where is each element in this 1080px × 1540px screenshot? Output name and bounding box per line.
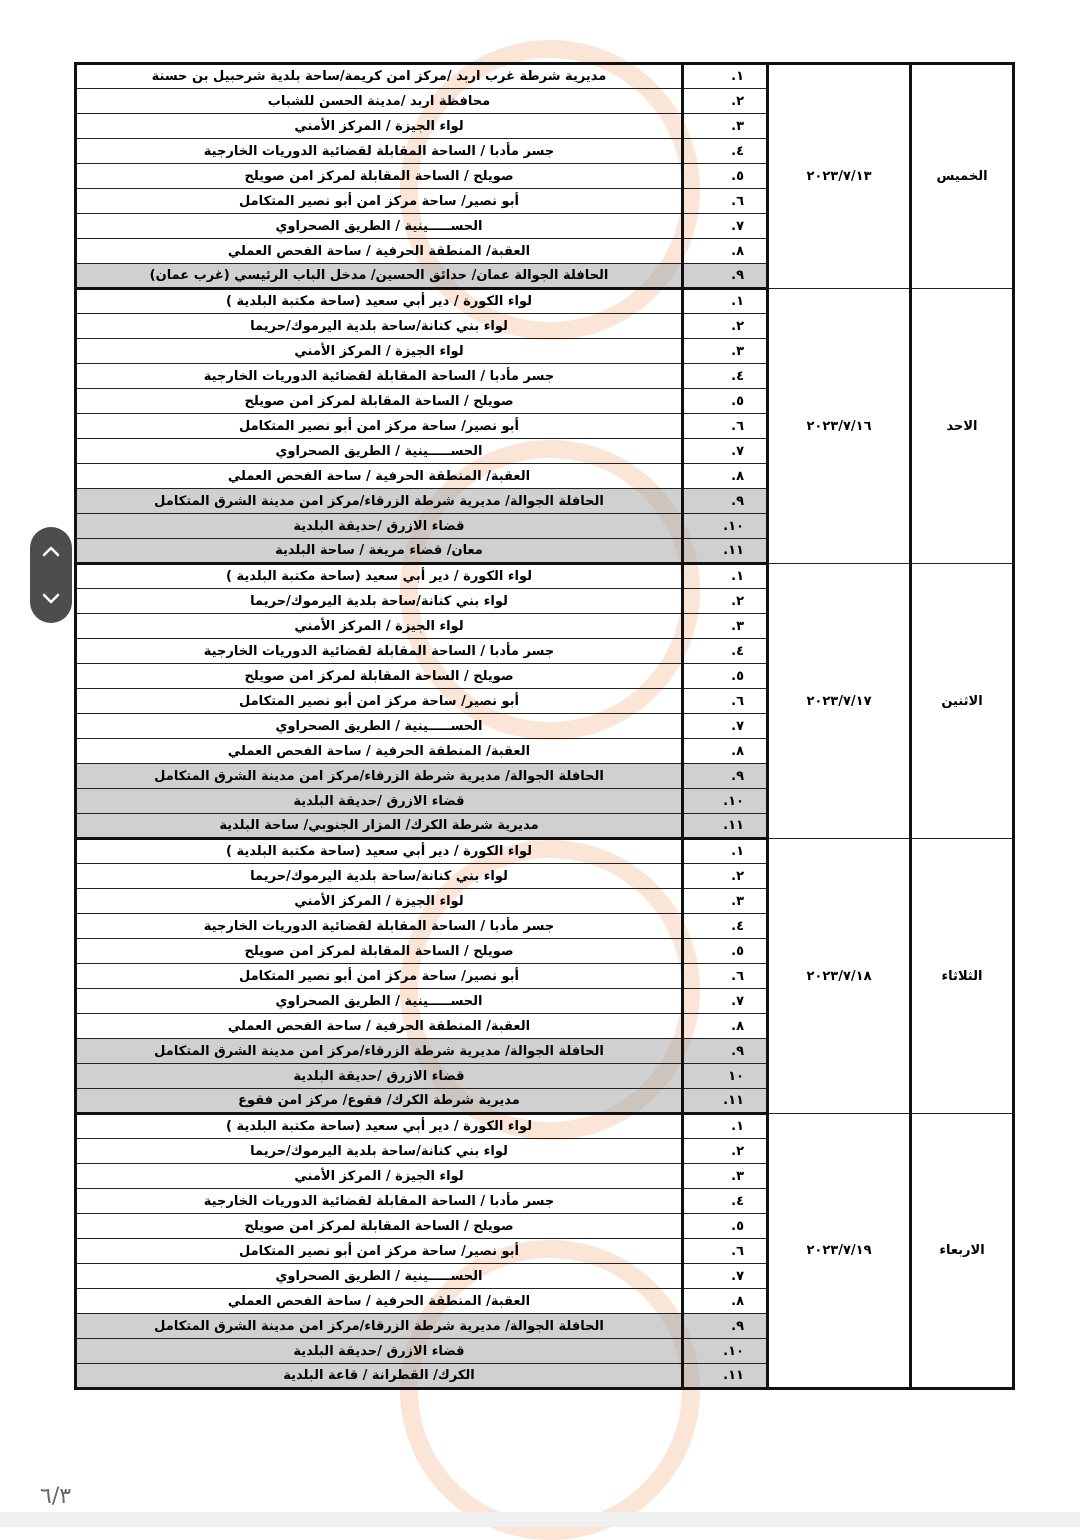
location-text: جسر مأدبا / الساحة المقابلة لقضائية الدوريات الخارجية <box>76 639 683 664</box>
row-number: ١١. <box>683 539 768 564</box>
row-number: ٣. <box>683 1164 768 1189</box>
location-text: العقبة/ المنطقة الحرفية / ساحة الفحص العملي <box>76 464 683 489</box>
row-number: ٧. <box>683 714 768 739</box>
location-text: الحســـــينية / الطريق الصحراوي <box>76 214 683 239</box>
location-text: لواء بني كنانة/ساحة بلدية اليرموك/حريما <box>76 589 683 614</box>
schedule-row <box>76 1114 1014 1139</box>
row-number: ٣. <box>683 114 768 139</box>
row-number: ٨. <box>683 239 768 264</box>
location-text: صويلح / الساحة المقابلة لمركز امن صويلح <box>76 664 683 689</box>
row-number: ٢. <box>683 589 768 614</box>
day-date: ٢٠٢٣/٧/١٣ <box>768 64 911 289</box>
row-number: ٤. <box>683 1189 768 1214</box>
schedule-row <box>76 839 1014 864</box>
location-text: العقبة/ المنطقة الحرفية / ساحة الفحص العملي <box>76 1014 683 1039</box>
location-text: صويلح / الساحة المقابلة لمركز امن صويلح <box>76 164 683 189</box>
location-text: جسر مأدبا / الساحة المقابلة لقضائية الدوريات الخارجية <box>76 139 683 164</box>
row-number: ٧. <box>683 989 768 1014</box>
location-text: أبو نصير/ ساحة مركز امن أبو نصير المتكامل <box>76 964 683 989</box>
location-text: الحافلة الجوالة عمان/ حدائق الحسين/ مدخل الباب الرئيسي (غرب عمان) <box>76 264 683 289</box>
schedule-row <box>76 564 1014 589</box>
row-number: ٦. <box>683 964 768 989</box>
location-text: الحســـــينية / الطريق الصحراوي <box>76 439 683 464</box>
scroll-down-button[interactable] <box>36 581 66 617</box>
location-text: لواء الجيزة / المركز الأمني <box>76 1164 683 1189</box>
row-number: ٣. <box>683 339 768 364</box>
day-name: الاحد <box>911 289 1014 564</box>
location-text: لواء الجيزة / المركز الأمني <box>76 339 683 364</box>
row-number: ٤. <box>683 139 768 164</box>
chevron-down-icon <box>42 593 60 605</box>
row-number: ١. <box>683 64 768 89</box>
row-number: ٩. <box>683 264 768 289</box>
row-number: ١٠. <box>683 514 768 539</box>
row-number: ٢. <box>683 89 768 114</box>
schedule-row <box>76 289 1014 314</box>
location-text: أبو نصير/ ساحة مركز امن أبو نصير المتكامل <box>76 1239 683 1264</box>
location-text: الحســـــينية / الطريق الصحراوي <box>76 1264 683 1289</box>
row-number: ٣. <box>683 614 768 639</box>
location-text: مديرية شرطة الكرك/ فقوع/ مركز امن فقوع <box>76 1089 683 1114</box>
row-number: ٨. <box>683 1289 768 1314</box>
row-number: ٦. <box>683 1239 768 1264</box>
location-text: الكرك/ القطرانة / قاعة البلدية <box>76 1364 683 1389</box>
location-text: محافظة اربد /مدينة الحسن للشباب <box>76 89 683 114</box>
row-number: ١. <box>683 1114 768 1139</box>
day-name: الاربعاء <box>911 1114 1014 1389</box>
row-number: ١٠. <box>683 789 768 814</box>
schedule-row <box>76 64 1014 89</box>
location-text: مديرية شرطة غرب اربد /مركز امن كريمة/ساحة بلدية شرحبيل بن حسنة <box>76 64 683 89</box>
location-text: العقبة/ المنطقة الحرفية / ساحة الفحص العملي <box>76 1289 683 1314</box>
row-number: ٦. <box>683 689 768 714</box>
row-number: ١١. <box>683 1089 768 1114</box>
location-text: العقبة/ المنطقة الحرفية / ساحة الفحص العملي <box>76 739 683 764</box>
location-text: الحســـــينية / الطريق الصحراوي <box>76 714 683 739</box>
row-number: ٨. <box>683 1014 768 1039</box>
row-number: ٣. <box>683 889 768 914</box>
location-text: لواء الجيزة / المركز الأمني <box>76 614 683 639</box>
row-number: ٤. <box>683 364 768 389</box>
location-text: قضاء الازرق /حديقة البلدية <box>76 789 683 814</box>
row-number: ٧. <box>683 214 768 239</box>
row-number: ٥. <box>683 1214 768 1239</box>
row-number: ١. <box>683 839 768 864</box>
location-text: لواء الكورة / دير أبي سعيد (ساحة مكتبة البلدية ) <box>76 564 683 589</box>
row-number: ٥. <box>683 939 768 964</box>
scroll-control <box>30 527 72 623</box>
location-text: قضاء الازرق /حديقة البلدية <box>76 1064 683 1089</box>
row-number: ٢. <box>683 314 768 339</box>
location-text: لواء الجيزة / المركز الأمني <box>76 114 683 139</box>
location-text: جسر مأدبا / الساحة المقابلة لقضائية الدوريات الخارجية <box>76 364 683 389</box>
location-text: لواء الكورة / دير أبي سعيد (ساحة مكتبة البلدية ) <box>76 839 683 864</box>
row-number: ٩. <box>683 1314 768 1339</box>
bottom-strip <box>0 1512 1080 1527</box>
location-text: مديرية شرطة الكرك/ المزار الجنوبي/ ساحة البلدية <box>76 814 683 839</box>
location-text: صويلح / الساحة المقابلة لمركز امن صويلح <box>76 939 683 964</box>
row-number: ٦. <box>683 414 768 439</box>
row-number: ٩. <box>683 489 768 514</box>
row-number: ٥. <box>683 164 768 189</box>
row-number: ٢. <box>683 864 768 889</box>
location-text: لواء الجيزة / المركز الأمني <box>76 889 683 914</box>
location-text: قضاء الازرق /حديقة البلدية <box>76 1339 683 1364</box>
location-text: لواء الكورة / دير أبي سعيد (ساحة مكتبة البلدية ) <box>76 289 683 314</box>
day-date: ٢٠٢٣/٧/١٨ <box>768 839 911 1114</box>
location-text: الحافلة الجوالة/ مديرية شرطة الزرقاء/مركز امن مدينة الشرق المتكامل <box>76 1314 683 1339</box>
row-number: ٨. <box>683 739 768 764</box>
location-text: جسر مأدبا / الساحة المقابلة لقضائية الدوريات الخارجية <box>76 1189 683 1214</box>
row-number: ١. <box>683 564 768 589</box>
location-text: صويلح / الساحة المقابلة لمركز امن صويلح <box>76 1214 683 1239</box>
location-text: لواء بني كنانة/ساحة بلدية اليرموك/حريما <box>76 1139 683 1164</box>
chevron-up-icon <box>42 545 60 557</box>
location-text: الحســـــينية / الطريق الصحراوي <box>76 989 683 1014</box>
schedule-table <box>74 62 1015 1390</box>
row-number: ٩. <box>683 1039 768 1064</box>
location-text: الحافلة الجوالة/ مديرية شرطة الزرقاء/مركز امن مدينة الشرق المتكامل <box>76 489 683 514</box>
day-date: ٢٠٢٣/٧/١٧ <box>768 564 911 839</box>
row-number: ٨. <box>683 464 768 489</box>
row-number: ١١. <box>683 814 768 839</box>
day-date: ٢٠٢٣/٧/١٩ <box>768 1114 911 1389</box>
row-number: ١١. <box>683 1364 768 1389</box>
location-text: قضاء الازرق /حديقة البلدية <box>76 514 683 539</box>
location-text: صويلح / الساحة المقابلة لمركز امن صويلح <box>76 389 683 414</box>
row-number: ٦. <box>683 189 768 214</box>
location-text: جسر مأدبا / الساحة المقابلة لقضائية الدوريات الخارجية <box>76 914 683 939</box>
scroll-up-button[interactable] <box>36 533 66 569</box>
day-name: الخميس <box>911 64 1014 289</box>
location-text: لواء بني كنانة/ساحة بلدية اليرموك/حريما <box>76 314 683 339</box>
row-number: ٧. <box>683 439 768 464</box>
row-number: ٤. <box>683 639 768 664</box>
location-text: لواء الكورة / دير أبي سعيد (ساحة مكتبة البلدية ) <box>76 1114 683 1139</box>
day-name: الثلاثاء <box>911 839 1014 1114</box>
row-number: ٧. <box>683 1264 768 1289</box>
location-text: معان/ قضاء مريغة / ساحة البلدية <box>76 539 683 564</box>
location-text: أبو نصير/ ساحة مركز امن أبو نصير المتكامل <box>76 689 683 714</box>
schedule-document <box>74 62 1015 1390</box>
location-text: الحافلة الجوالة/ مديرية شرطة الزرقاء/مركز امن مدينة الشرق المتكامل <box>76 1039 683 1064</box>
location-text: أبو نصير/ ساحة مركز امن أبو نصير المتكامل <box>76 189 683 214</box>
row-number: ١٠ <box>683 1064 768 1089</box>
row-number: ١. <box>683 289 768 314</box>
day-name: الاثنين <box>911 564 1014 839</box>
location-text: العقبة/ المنطقة الحرفية / ساحة الفحص العملي <box>76 239 683 264</box>
row-number: ٥. <box>683 389 768 414</box>
row-number: ٢. <box>683 1139 768 1164</box>
row-number: ٤. <box>683 914 768 939</box>
row-number: ٥. <box>683 664 768 689</box>
row-number: ٩. <box>683 764 768 789</box>
page-number: ٦/٣ <box>40 1484 72 1509</box>
location-text: أبو نصير/ ساحة مركز امن أبو نصير المتكامل <box>76 414 683 439</box>
location-text: الحافلة الجوالة/ مديرية شرطة الزرقاء/مركز امن مدينة الشرق المتكامل <box>76 764 683 789</box>
row-number: ١٠. <box>683 1339 768 1364</box>
location-text: لواء بني كنانة/ساحة بلدية اليرموك/حريما <box>76 864 683 889</box>
day-date: ٢٠٢٣/٧/١٦ <box>768 289 911 564</box>
